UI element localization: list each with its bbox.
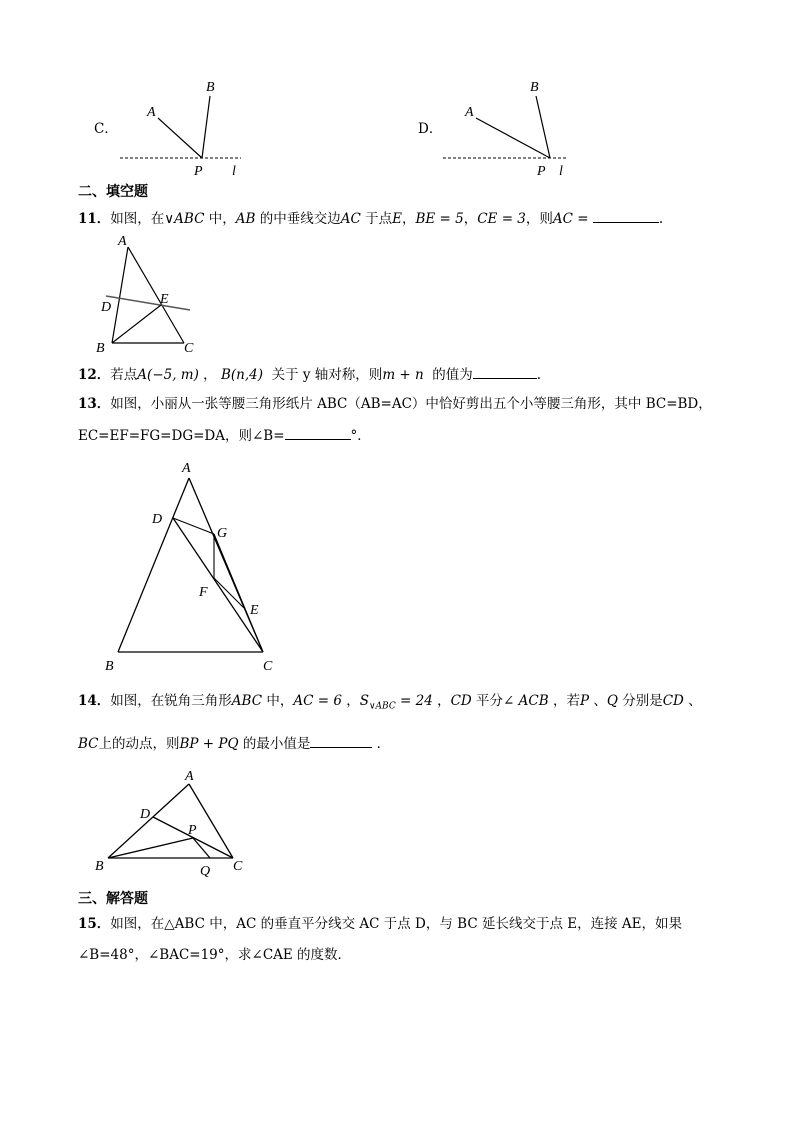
text: 的中垂线交边	[259, 211, 341, 227]
text: 如图，在	[110, 211, 165, 227]
point-b-label: B	[105, 659, 114, 674]
point-e-label: E	[160, 292, 169, 307]
point-a-label: A	[182, 461, 191, 476]
math: CD	[450, 693, 472, 709]
text: ，若	[552, 693, 580, 709]
point-d-label: D	[101, 300, 112, 315]
text: 关于 y 轴对称，则	[271, 367, 383, 383]
text: .	[536, 367, 542, 383]
point-d-label: D	[152, 512, 163, 527]
point-c-label: C	[263, 659, 273, 674]
line-l-label: l	[559, 164, 563, 179]
text: 若点	[110, 367, 138, 383]
math: AC = 6	[293, 693, 342, 709]
text: 平分	[476, 693, 504, 709]
text: ，则	[525, 211, 553, 227]
math: AC =	[552, 211, 589, 227]
point-b-label: B	[95, 859, 104, 874]
point-p-label: P	[537, 164, 546, 179]
text: 的最小值是	[242, 736, 311, 752]
math: ∠ ACB	[503, 693, 549, 709]
text: ，	[437, 693, 451, 709]
text: 中，	[208, 211, 236, 227]
point-c-label: C	[184, 341, 194, 356]
math: ABC	[231, 693, 263, 709]
point-f-label: F	[199, 585, 208, 600]
text: 于点	[365, 211, 393, 227]
point-b-label: B	[96, 341, 105, 356]
option-d-label: D．	[418, 121, 443, 137]
point-e-label: E	[250, 603, 259, 618]
point-d-label: D	[140, 807, 151, 822]
math: m + n	[382, 367, 424, 383]
point-p-label: P	[188, 823, 197, 838]
point-q-label: Q	[200, 864, 211, 879]
text: ，	[203, 367, 217, 383]
point-b-label: B	[530, 80, 539, 95]
math: BC	[78, 736, 99, 752]
point-a-label: A	[147, 105, 156, 120]
text: 、	[688, 693, 702, 709]
point-a-label: A	[465, 105, 474, 120]
text: .	[658, 211, 664, 227]
question-number: 13．	[78, 396, 111, 412]
point-a-label: A	[118, 234, 127, 249]
math: BP + PQ	[179, 736, 239, 752]
point-g-label: G	[217, 526, 228, 541]
math: AB	[235, 211, 256, 227]
section-title-solve: 三、解答题	[78, 891, 148, 907]
text: 中，	[266, 693, 294, 709]
point-c-label: C	[233, 859, 243, 874]
math: AC	[340, 211, 361, 227]
math: ∨ABC	[164, 211, 205, 227]
text: 分别是	[622, 693, 663, 709]
math: CD	[662, 693, 684, 709]
text: ，	[463, 211, 478, 227]
question-number: 14．	[78, 693, 111, 709]
text: ，	[401, 211, 416, 227]
text: 如图，小丽从一张等腰三角形纸片 ABC（AB=AC）中恰好剪出五个小等腰三角形，其中 BC=BD，	[110, 396, 712, 412]
section-title-fill: 二、填空题	[78, 184, 148, 200]
text: 、	[593, 693, 607, 709]
line-l-label: l	[232, 164, 236, 179]
math: S	[359, 693, 369, 709]
text: EC=EF=FG=DG=DA，则∠B=	[78, 428, 285, 444]
text: °．	[350, 428, 371, 444]
question-15-line1	[78, 915, 682, 933]
text: 的值为	[432, 367, 473, 383]
text: 如图，在锐角三角形	[110, 693, 232, 709]
question-number: 12．	[78, 367, 111, 383]
math: ∨ABC	[368, 701, 396, 712]
math: A(−5, m)	[137, 367, 199, 383]
point-p-label: P	[194, 164, 203, 179]
text: ∠B=48°，∠BAC=19°，求∠CAE 的度数．	[78, 947, 352, 963]
math: CE = 3	[477, 211, 526, 227]
math: B(n,4)	[220, 367, 263, 383]
option-c-label: C．	[94, 121, 118, 137]
math: P	[579, 693, 590, 709]
text: ，	[346, 693, 360, 709]
text: ．	[376, 736, 391, 752]
math: E	[392, 211, 402, 227]
question-15-line2	[78, 946, 351, 964]
point-b-label: B	[206, 80, 215, 95]
math: Q	[606, 693, 618, 709]
question-number: 11．	[78, 211, 111, 227]
point-a-label: A	[185, 769, 194, 784]
text: 上的动点，则	[98, 736, 180, 752]
math: = 24	[400, 693, 433, 709]
math: BE = 5	[415, 211, 464, 227]
text: 如图，在△ABC 中，AC 的垂直平分线交 AC 于点 D，与 BC 延长线交于点 E，连接 AE，如果	[110, 916, 682, 932]
question-number: 15．	[78, 916, 111, 932]
